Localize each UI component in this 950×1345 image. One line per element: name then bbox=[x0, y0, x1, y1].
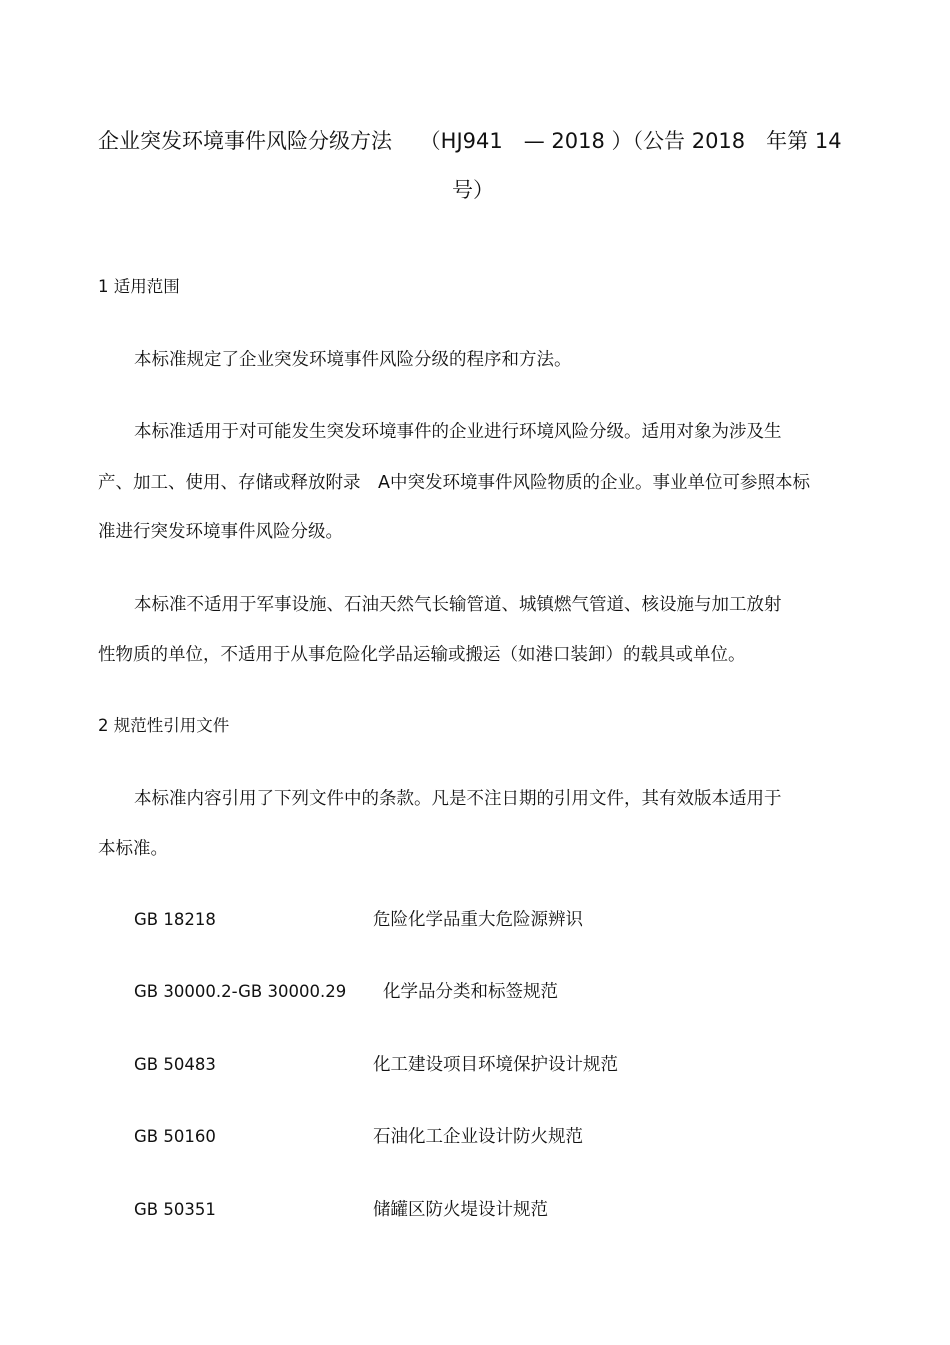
reference-title: 化学品分类和标签规范 bbox=[383, 982, 558, 1002]
section-2-paragraph-line-1: 本标准内容引用了下列文件中的条款。凡是不注日期的引用文件，其有效版本适用于 bbox=[134, 789, 782, 809]
section-1-paragraph-2-line-1: 本标准适用于对可能发生突发环境事件的企业进行环境风险分级。适用对象为涉及生 bbox=[134, 422, 782, 442]
reference-title: 化工建设项目环境保护设计规范 bbox=[373, 1055, 618, 1075]
reference-title: 危险化学品重大危险源辨识 bbox=[373, 910, 583, 930]
section-1-paragraph-3-line-2: 性物质的单位，不适用于从事危险化学品运输或搬运（如港口装卸）的载具或单位。 bbox=[98, 645, 746, 665]
reference-title: 储罐区防火堤设计规范 bbox=[373, 1200, 548, 1220]
document-title-line-2: 号） bbox=[452, 178, 494, 202]
document-title-line-1: 企业突发环境事件风险分级方法 （HJ941 — 2018 ）（公告 2018 年第 14 bbox=[98, 129, 842, 153]
reference-code: GB 30000.2-GB 30000.29 bbox=[134, 982, 347, 1001]
section-1-heading: 1 适用范围 bbox=[98, 277, 180, 296]
reference-title: 石油化工企业设计防火规范 bbox=[373, 1127, 583, 1147]
reference-code: GB 18218 bbox=[134, 910, 216, 929]
reference-code: GB 50351 bbox=[134, 1200, 216, 1219]
section-1-paragraph-2-line-3: 准进行突发环境事件风险分级。 bbox=[98, 522, 343, 542]
section-1-paragraph-3-line-1: 本标准不适用于军事设施、石油天然气长输管道、城镇燃气管道、核设施与加工放射 bbox=[134, 595, 782, 615]
section-1-paragraph-2-line-2: 产、加工、使用、存储或释放附录 A中突发环境事件风险物质的企业。事业单位可参照本标 bbox=[98, 473, 810, 493]
section-1-paragraph-1-line-1: 本标准规定了企业突发环境事件风险分级的程序和方法。 bbox=[134, 350, 572, 370]
section-2-heading: 2 规范性引用文件 bbox=[98, 716, 230, 735]
reference-code: GB 50483 bbox=[134, 1055, 216, 1074]
reference-code: GB 50160 bbox=[134, 1127, 216, 1146]
section-2-paragraph-line-2: 本标准。 bbox=[98, 839, 168, 859]
